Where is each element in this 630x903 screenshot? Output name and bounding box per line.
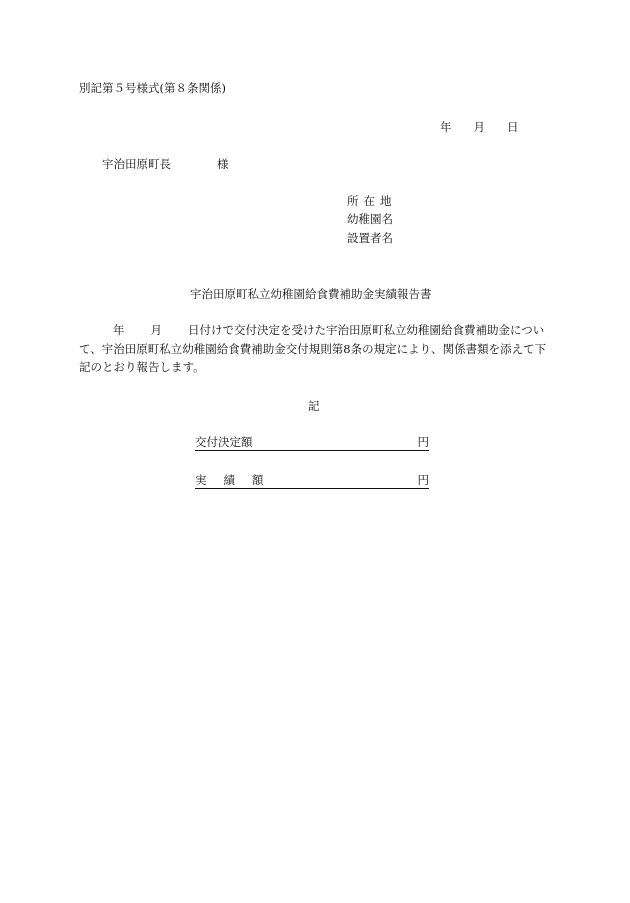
actual-char-2: 績 <box>223 473 235 487</box>
actual-amount-unit: 円 <box>417 473 429 487</box>
ki-heading: 記 <box>308 399 320 413</box>
actual-char-3: 額 <box>252 473 264 487</box>
date-line <box>440 120 519 134</box>
body-line-1 <box>79 321 549 340</box>
body-line-1-text: 日付けで交付決定を受けた宇治田原町私立幼稚園給食費補助金につい <box>188 323 545 337</box>
body-line-2: て、宇治田原町私立幼稚園給食費補助金交付規則第8条の規定により、関係書類を添えて下 <box>79 341 547 356</box>
document-title: 宇治田原町私立幼稚園給食費補助金実績報告書 <box>190 287 432 301</box>
body-year: 年 <box>113 323 125 337</box>
grant-amount-label: 交付決定額 <box>195 435 253 449</box>
address-char-3: 地 <box>380 194 392 208</box>
applicant-kindergarten-label: 幼稚園名 <box>347 212 393 226</box>
address-char-1: 所 <box>347 194 359 208</box>
actual-char-1: 実 <box>195 473 207 487</box>
actual-amount-row <box>195 473 429 489</box>
addressee <box>102 157 229 171</box>
date-year-label: 年 <box>440 120 452 134</box>
applicant-address-label <box>347 194 392 208</box>
actual-amount-label <box>195 473 264 487</box>
body-paragraph <box>79 321 549 377</box>
body-month: 月 <box>150 323 162 337</box>
grant-amount-unit: 円 <box>417 435 429 449</box>
form-identifier: 別記第５号様式(第８条関係) <box>79 81 226 95</box>
date-month-label: 月 <box>473 120 485 134</box>
address-char-2: 在 <box>363 194 375 208</box>
addressee-name: 宇治田原町長 <box>102 157 171 171</box>
applicant-founder-label: 設置者名 <box>347 231 393 245</box>
date-day-label: 日 <box>507 120 519 134</box>
grant-amount-row <box>195 435 429 451</box>
body-line-3: 記のとおり報告します。 <box>79 360 205 374</box>
addressee-honorific: 様 <box>217 157 229 171</box>
